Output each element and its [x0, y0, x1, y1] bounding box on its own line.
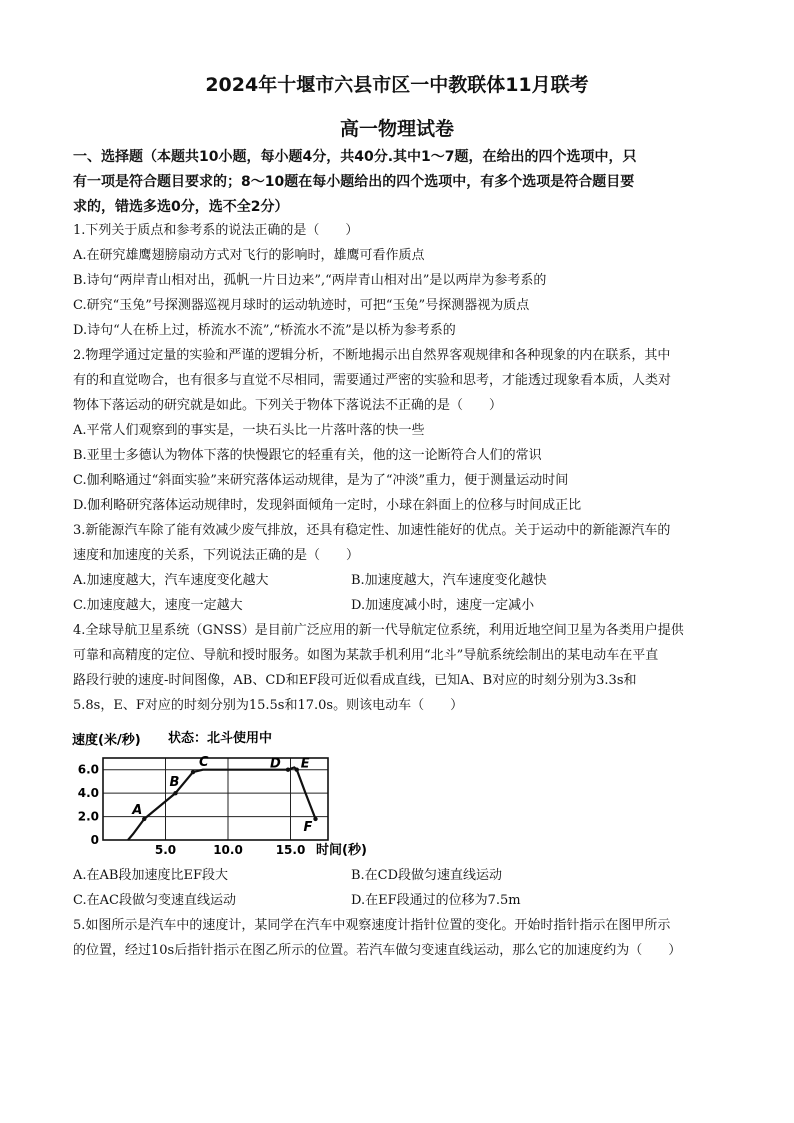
chart-point-marker — [286, 768, 290, 772]
q4-stem-line: 路段行驶的速度-时间图像，AB、CD和EF段可近似看成直线，已知A、B对应的时刻分别为3.3s和 — [73, 673, 637, 688]
chart-point-label: D — [270, 756, 281, 772]
q5-stem-line: 的位置，经过10s后指针指示在图乙所示的位置。若汽车做匀变速直线运动，那么它的加速度约为（ ） — [73, 943, 682, 958]
chart-x-tick-label: 10.0 — [213, 843, 243, 857]
q2-option-a: A.平常人们观察到的事实是，一块石头比一片落叶落的快一些 — [73, 423, 425, 438]
chart-point-label: A — [132, 802, 143, 818]
q1-option-c: C.研究“玉兔”号探测器巡视月球时的运动轨迹时，可把“玉兔”号探测器视为质点 — [73, 298, 530, 313]
q4-stem-line: 4.全球导航卫星系统（GNSS）是目前广泛应用的新一代导航定位系统，利用近地空间卫星为各类用户提供 — [73, 623, 684, 638]
section-heading-line: 求的，错选多选0分，选不全2分） — [73, 199, 289, 215]
section-heading — [73, 145, 723, 220]
chart-point-label: C — [199, 755, 209, 771]
chart-point-marker — [173, 791, 177, 795]
chart-status-label: 状态：北斗使用中 — [168, 731, 273, 746]
q2-stem-line: 2.物理学通过定量的实验和严谨的逻辑分析，不断地揭示出自然界客观规律和各种现象的内在联系，其中 — [73, 348, 671, 363]
chart-points — [131, 755, 317, 835]
chart-y-tick-label: 6.0 — [77, 762, 99, 777]
chart-x-tick-label: 15.0 — [275, 843, 306, 857]
q4-option-c: C.在AC段做匀变速直线运动 — [73, 893, 236, 908]
chart-series — [128, 767, 316, 840]
chart-ticks — [78, 763, 306, 857]
section-heading-line: 有一项是符合题目要求的；8～10题在每小题给出的四个选项中，有多个选项是符合题目要 — [73, 174, 635, 190]
exam-subtitle: 高一物理试卷 — [339, 118, 454, 140]
q2-option-d: D.伽利略研究落体运动规律时，发现斜面倾角一定时，小球在斜面上的位移与时间成正比 — [73, 498, 582, 513]
q3-option-c: C.加速度越大，速度一定越大 — [73, 598, 243, 613]
q4-option-a: A.在AB段加速度比EF段大 — [73, 868, 228, 883]
chart-y-tick-label: 0 — [90, 833, 99, 847]
q3-stem-line: 速度和加速度的关系，下列说法正确的是（ ） — [73, 548, 360, 563]
q1-stem: 1.下列关于质点和参考系的说法正确的是（ ） — [73, 223, 359, 238]
q4-option-b: B.在CD段做匀速直线运动 — [351, 868, 503, 883]
chart-x-tick-label: 5.0 — [154, 843, 177, 857]
q3-stem-line: 3.新能源汽车除了能有效减少废气排放，还具有稳定性、加速性能好的优点。关于运动中的新能源汽车的 — [73, 523, 671, 538]
q4-stem-line: 5.8s，E、F对应的时刻分别为15.5s和17.0s。则该电动车（ ） — [73, 698, 464, 713]
chart-point-label: B — [169, 775, 180, 791]
q2-option-c: C.伽利略通过“斜面实验”来研究落体运动规律，是为了“冲淡”重力，便于测量运动时间 — [73, 473, 569, 488]
chart-point-marker — [313, 817, 317, 821]
section-heading-line: 一、选择题（本题共10小题，每小题4分，共40分.其中1～7题，在给出的四个选项中，只 — [73, 149, 637, 165]
q2-option-b: B.亚里士多德认为物体下落的快慢跟它的轻重有关，他的这一论断符合人们的常识 — [73, 448, 542, 463]
chart-x-axis-label: 时间(秒) — [316, 843, 367, 858]
chart-y-tick-label: 4.0 — [77, 786, 99, 801]
q4-stem-line: 可靠和高精度的定位、导航和授时服务。如图为某款手机利用“北斗”导航系统绘制出的某电动车在平直 — [73, 648, 659, 663]
q3-option-d: D.加速度减小时，速度一定减小 — [351, 598, 535, 613]
q5-stem-line: 5.如图所示是汽车中的速度计，某同学在汽车中观察速度计指针位置的变化。开始时指针指示在图甲所示 — [73, 918, 671, 933]
chart-y-tick-label: 2.0 — [77, 809, 99, 824]
chart-y-axis-label: 速度(米/秒) — [72, 733, 141, 748]
chart-point-marker — [191, 770, 195, 774]
q2-stem-line: 物体下落运动的研究就是如此。下列关于物体下落说法不正确的是（ ） — [73, 398, 503, 413]
exam-title: 2024年十堰市六县市区一中教联体11月联考 — [205, 74, 589, 96]
q3-option-a: A.加速度越大，汽车速度变化越大 — [73, 573, 269, 588]
q1-option-b: B.诗句“两岸青山相对出，孤帆一片日边来”,“两岸青山相对出”是以两岸为参考系的 — [73, 273, 547, 288]
chart-series-line — [128, 767, 316, 840]
chart-point-label: F — [303, 819, 313, 835]
chart-point-marker — [295, 768, 299, 772]
chart-point-label: E — [300, 756, 310, 772]
chart-point-marker — [142, 817, 146, 821]
q4-option-d: D.在EF段通过的位移为7.5m — [351, 893, 521, 908]
q1-option-a: A.在研究雄鹰翅膀扇动方式对飞行的影响时，雄鹰可看作质点 — [73, 248, 425, 263]
q3-option-b: B.加速度越大，汽车速度变化越快 — [351, 573, 547, 588]
q1-option-d: D.诗句“人在桥上过，桥流水不流”,“桥流水不流”是以桥为参考系的 — [73, 323, 456, 338]
velocity-time-chart — [70, 722, 370, 864]
q2-stem-line: 有的和直觉吻合，也有很多与直觉不尽相同，需要通过严密的实验和思考，才能透过现象看本质，人类对 — [73, 373, 672, 388]
